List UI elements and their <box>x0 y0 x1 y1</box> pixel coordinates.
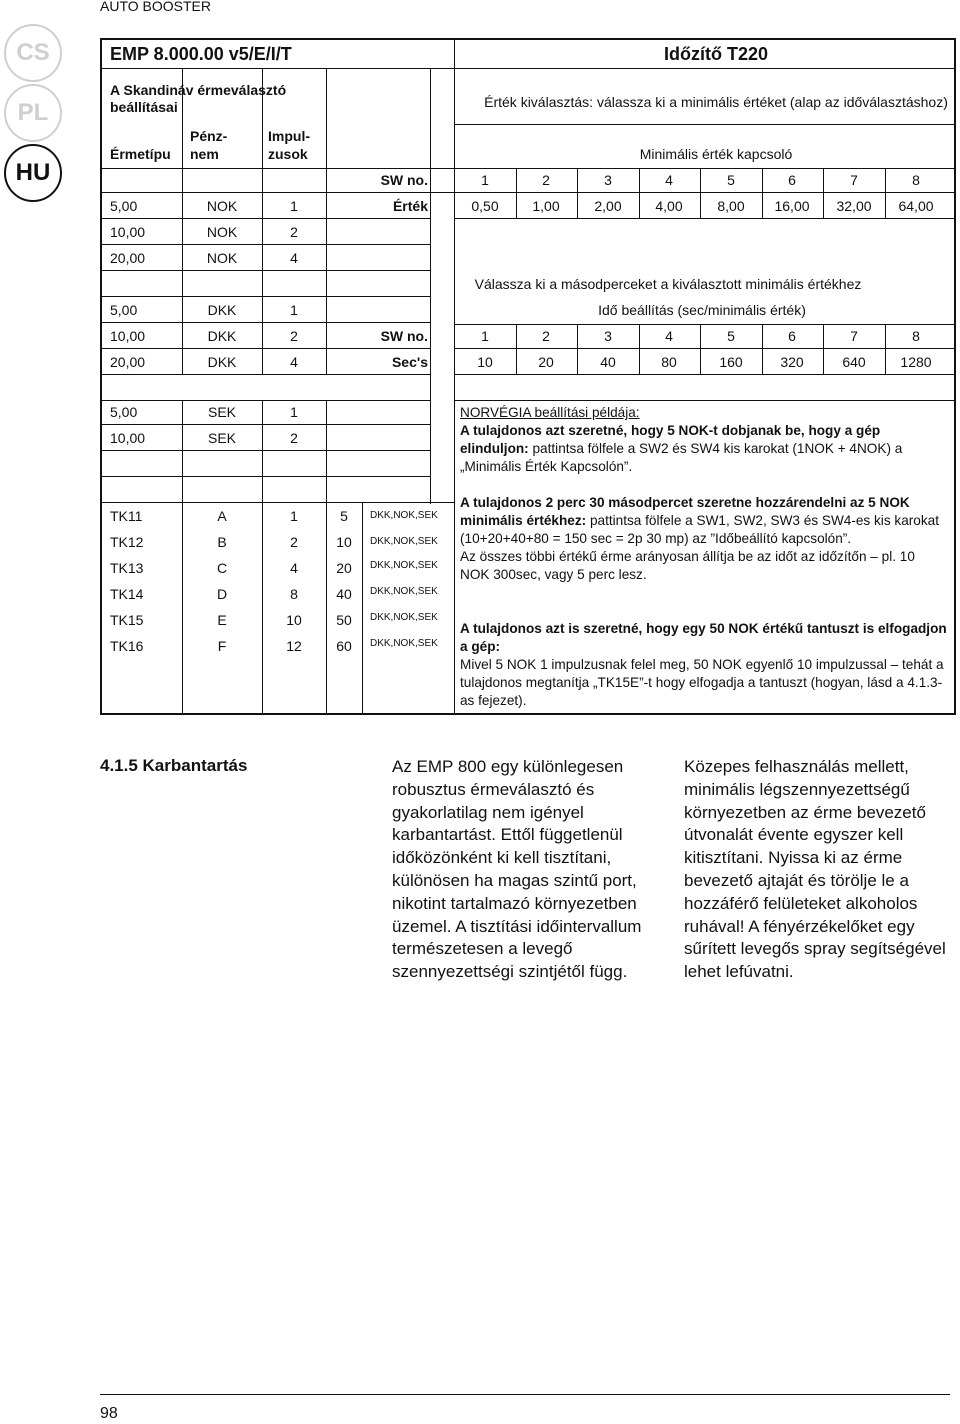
sw-number: 8 <box>912 328 920 344</box>
settings-table <box>100 38 956 715</box>
token-code: TK14 <box>110 586 144 602</box>
coin-currency: DKK <box>207 354 237 370</box>
example-block-2 <box>460 494 948 584</box>
coin-impulses: 4 <box>290 250 298 266</box>
seconds-value: 320 <box>780 354 804 370</box>
min-value: 4,00 <box>655 198 683 214</box>
seconds-value: 40 <box>600 354 616 370</box>
sw-no-label: SW no. <box>380 328 428 344</box>
token-value: 50 <box>336 612 352 628</box>
token-impulses: 2 <box>290 534 298 550</box>
rule <box>102 424 430 425</box>
sw-number: 3 <box>604 328 612 344</box>
token-impulses: 4 <box>290 560 298 576</box>
token-currencies: DKK,NOK,SEK <box>370 586 438 597</box>
token-impulses: 8 <box>290 586 298 602</box>
rule <box>102 322 430 323</box>
token-value: 60 <box>336 638 352 654</box>
rule <box>430 68 431 504</box>
rule <box>182 502 183 713</box>
token-code: TK13 <box>110 560 144 576</box>
sw-number: 4 <box>665 328 673 344</box>
rule <box>700 324 701 374</box>
example2-text: pattintsa fölfele a SW1, SW2, SW3 és SW4-es kis karokat (10+20+40+80 = 150 sec = 2p 30 mp) az ”Időbeállító kapcsolón”. <box>460 513 939 546</box>
token-impulses: 10 <box>286 612 302 628</box>
sw-number: 1 <box>481 328 489 344</box>
maintenance-col-2: Közepes felhasználás mellett, minimális légszennyezettségű környezetben az érme bevezető útvonalát évente egyszer kell kitisztítani. Nyissa ki az érme bevezető ajtaját és törölje le a hozzáférő felületeket alkoholos ruhával! A fényérzékelőket egy sűrített levegős spray segítségével lehet lefúvatni. <box>684 757 946 982</box>
select-seconds-text: Válassza ki a másodperceket a kiválasztott minimális értékhez <box>474 276 862 292</box>
rule <box>102 270 430 271</box>
seconds-value: 640 <box>842 354 866 370</box>
seconds-value: 80 <box>661 354 677 370</box>
rule <box>102 400 430 401</box>
rule <box>326 502 327 713</box>
header-brand: AUTO BOOSTER <box>100 0 211 14</box>
rule <box>362 502 363 713</box>
rule <box>577 168 578 218</box>
time-setting-label: Idő beállítás (sec/minimális érték) <box>598 302 806 318</box>
rule <box>454 192 954 193</box>
coin-impulses: 2 <box>290 224 298 240</box>
rule <box>516 168 517 218</box>
coin-value: 20,00 <box>110 250 146 266</box>
rule <box>516 324 517 374</box>
sw-number: 4 <box>665 172 673 188</box>
rule <box>102 374 430 375</box>
token-letter: D <box>216 586 228 602</box>
min-value: 64,00 <box>898 198 934 214</box>
min-value: 2,00 <box>594 198 622 214</box>
coin-currency: DKK <box>207 328 237 344</box>
sw-number: 2 <box>542 328 550 344</box>
page-number: 98 <box>100 1405 118 1422</box>
rule <box>454 40 455 713</box>
coin-currency: NOK <box>206 250 238 266</box>
rule <box>639 168 640 218</box>
rule <box>454 68 954 69</box>
rule <box>454 168 954 169</box>
model-title: EMP 8.000.00 v5/E/I/T <box>110 44 292 64</box>
coin-currency: NOK <box>206 224 238 240</box>
rule <box>262 400 263 502</box>
example2-bold: A tulajdonos 2 perc 30 másodpercet szeretne hozzárendelni az 5 NOK minimális értékhez: <box>460 495 910 528</box>
min-value: 32,00 <box>836 198 872 214</box>
example-title: NORVÉGIA beállítási példája: <box>460 405 640 420</box>
example-block-1 <box>460 404 948 476</box>
seconds-value: 10 <box>477 354 493 370</box>
coin-value: 5,00 <box>110 302 138 318</box>
coin-currency: SEK <box>207 404 237 420</box>
token-currencies: DKK,NOK,SEK <box>370 510 438 521</box>
token-code: TK15 <box>110 612 144 628</box>
min-value-switch-label: Minimális érték kapcsoló <box>639 146 793 162</box>
rule <box>326 400 327 502</box>
rule <box>182 400 183 502</box>
rule <box>102 450 430 451</box>
coin-impulses: 4 <box>290 354 298 370</box>
rule <box>262 502 263 713</box>
footer-rule <box>100 1394 950 1395</box>
rule <box>454 218 954 219</box>
token-letter: C <box>216 560 228 576</box>
token-code: TK16 <box>110 638 144 654</box>
coin-value: 10,00 <box>110 328 146 344</box>
rule <box>182 68 183 374</box>
example2-extra: Az összes többi értékű érme arányosan állítja be az időt az időzítőn – pl. 10 NOK 300sec, vagy 5 perc lesz. <box>460 549 915 582</box>
min-value: 0,50 <box>471 198 499 214</box>
rule <box>262 68 263 374</box>
maintenance-col-1: Az EMP 800 egy különlegesen robusztus érmeválasztó és gyakorlatilag nem igényel karbantartást. Ettől függetlenül időközönként ki kell tisztítani, különösen ha magas szintű port, nikotint tartalmazó környezetben üzemel. A tisztítási időintervallum természetesen a levegő szennyezettségi szintjétől függ. <box>392 757 642 982</box>
token-letter: F <box>217 638 227 654</box>
secs-label: Sec's <box>391 354 428 370</box>
rule <box>102 168 454 169</box>
token-currencies: DKK,NOK,SEK <box>370 536 438 547</box>
col-impulzus-2: zusok <box>268 146 308 162</box>
token-value: 40 <box>336 586 352 602</box>
sw-number: 5 <box>727 328 735 344</box>
token-currencies: DKK,NOK,SEK <box>370 612 438 623</box>
col-ermetipus: Érmetípu <box>110 146 171 162</box>
token-currencies: DKK,NOK,SEK <box>370 560 438 571</box>
rule <box>454 400 954 401</box>
coin-impulses: 1 <box>290 404 298 420</box>
rule <box>454 324 954 325</box>
rule <box>102 296 430 297</box>
sw-number: 7 <box>850 172 858 188</box>
coin-currency: NOK <box>206 198 238 214</box>
seconds-value: 160 <box>719 354 743 370</box>
lang-badge-cs: CS <box>4 24 62 82</box>
example1-text: pattintsa fölfele a SW2 és SW4 kis karokat (1NOK + 4NOK) a „Minimális Érték Kapcsolón”. <box>460 441 903 474</box>
sw-number: 6 <box>788 172 796 188</box>
min-value: 1,00 <box>532 198 560 214</box>
coin-currency: SEK <box>207 430 237 446</box>
sw-number: 3 <box>604 172 612 188</box>
coin-value: 10,00 <box>110 224 146 240</box>
sw-number: 6 <box>788 328 796 344</box>
rule <box>326 68 327 374</box>
rule <box>454 348 954 349</box>
rule <box>102 476 430 477</box>
coin-impulses: 1 <box>290 198 298 214</box>
lang-badge-hu: HU <box>4 144 62 202</box>
rule <box>577 324 578 374</box>
col-impulzus-1: Impul- <box>268 128 310 144</box>
coin-impulses: 1 <box>290 302 298 318</box>
sw-number: 5 <box>727 172 735 188</box>
coin-currency: DKK <box>207 302 237 318</box>
token-value: 5 <box>340 508 348 524</box>
coin-impulses: 2 <box>290 430 298 446</box>
coin-value: 5,00 <box>110 404 138 420</box>
coin-value: 20,00 <box>110 354 146 370</box>
value-selection-intro: Érték kiválasztás: válassza ki a minimális értéket (alap az időválasztáshoz) <box>484 94 948 110</box>
seconds-value: 20 <box>538 354 554 370</box>
token-value: 10 <box>336 534 352 550</box>
rule <box>102 502 454 503</box>
rule <box>823 168 824 218</box>
settings-subtitle-1: A Skandináv érmeválasztó <box>110 82 287 98</box>
rule <box>885 168 886 218</box>
rule <box>102 192 454 193</box>
token-letter: E <box>217 612 227 628</box>
example3-bold: A tulajdonos azt is szeretné, hogy egy 50 NOK értékű tantuszt is elfogadjon a gép: <box>460 621 947 654</box>
rule <box>700 168 701 218</box>
lang-badge-pl: PL <box>4 84 62 142</box>
token-code: TK12 <box>110 534 144 550</box>
rule <box>454 374 954 375</box>
token-letter: A <box>217 508 227 524</box>
rule <box>102 244 430 245</box>
min-value: 8,00 <box>717 198 745 214</box>
rule <box>762 324 763 374</box>
rule <box>823 324 824 374</box>
rule <box>885 324 886 374</box>
rule <box>102 218 430 219</box>
col-penznem-1: Pénz- <box>190 128 228 144</box>
min-value: 16,00 <box>774 198 810 214</box>
token-code: TK11 <box>110 508 143 524</box>
token-impulses: 1 <box>290 508 298 524</box>
rule <box>102 68 454 69</box>
sw-number: 1 <box>481 172 489 188</box>
section-title: 4.1.5 Karbantartás <box>100 756 248 775</box>
sw-number: 8 <box>912 172 920 188</box>
token-letter: B <box>217 534 227 550</box>
token-impulses: 12 <box>286 638 302 654</box>
sw-number: 7 <box>850 328 858 344</box>
timer-title: Időzítő T220 <box>663 44 769 64</box>
rule <box>102 348 430 349</box>
seconds-value: 1280 <box>900 354 932 370</box>
rule <box>762 168 763 218</box>
coin-impulses: 2 <box>290 328 298 344</box>
sw-no-label: SW no. <box>380 172 428 188</box>
settings-subtitle-2: beállításai <box>110 99 178 115</box>
value-label: Érték <box>392 198 428 214</box>
coin-value: 5,00 <box>110 198 138 214</box>
sw-number: 2 <box>542 172 550 188</box>
example-block-3 <box>460 620 948 710</box>
example3-text: Mivel 5 NOK 1 impulzusnak felel meg, 50 NOK egyenlő 10 impulzussal – tehát a tulajdonos megtanítja „TK15E”-t hogy elfogadja a tantuszt (hogyan, lásd a 4.1.3-as fejezet). <box>460 657 944 708</box>
token-currencies: DKK,NOK,SEK <box>370 638 438 649</box>
rule <box>454 124 954 125</box>
token-value: 20 <box>336 560 352 576</box>
col-penznem-2: nem <box>190 146 219 162</box>
coin-value: 10,00 <box>110 430 146 446</box>
rule <box>639 324 640 374</box>
example1-bold: A tulajdonos azt szeretné, hogy 5 NOK-t dobjanak be, hogy a gép elinduljon: <box>460 423 881 456</box>
